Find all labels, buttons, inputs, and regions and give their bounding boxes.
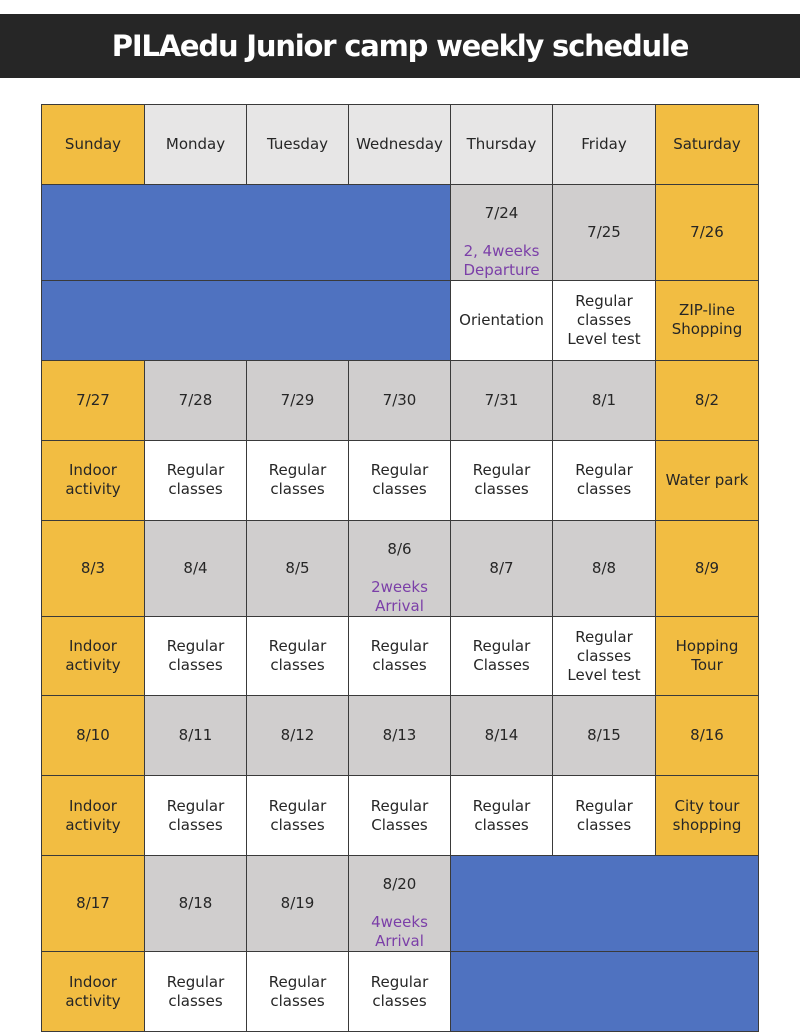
activity-cell: Regular classes [145,776,247,856]
date-cell [451,184,553,280]
date-cell: 8/8 [553,520,656,616]
blocked-cell [42,184,451,280]
date-cell [349,856,451,952]
date-cell: 7/27 [42,360,145,440]
date-cell: 8/11 [145,696,247,776]
date-cell: 8/13 [349,696,451,776]
date-cell: 7/29 [247,360,349,440]
activity-cell: Regular classes Level test [553,616,656,696]
activity-cell: Regular classes [247,952,349,1032]
date-cell: 8/5 [247,520,349,616]
activity-cell: Regular classes Level test [553,280,656,360]
date-cell: 8/7 [451,520,553,616]
activity-cell: Indoor activity [42,616,145,696]
schedule-row [42,696,759,776]
date-cell: 8/12 [247,696,349,776]
header-monday: Monday [145,105,247,185]
activity-cell: Regular classes [247,616,349,696]
activity-cell: ZIP-line Shopping [656,280,759,360]
date-cell: 8/16 [656,696,759,776]
activity-cell: Regular classes [349,952,451,1032]
activity-cell: Regular classes [349,616,451,696]
date-cell: 8/1 [553,360,656,440]
date-cell: 8/15 [553,696,656,776]
date-cell [349,520,451,616]
activity-cell: Regular classes [145,616,247,696]
header-friday: Friday [553,105,656,185]
weekday-header-row [42,105,759,185]
date-cell: 8/3 [42,520,145,616]
header-saturday: Saturday [656,105,759,185]
date-cell: 8/18 [145,856,247,952]
header-sunday: Sunday [42,105,145,185]
schedule-row [42,776,759,856]
activity-cell: Indoor activity [42,952,145,1032]
header-thursday: Thursday [451,105,553,185]
date-cell: 8/10 [42,696,145,776]
activity-cell: Regular Classes [349,776,451,856]
activity-cell: Regular classes [451,440,553,520]
activity-cell: Regular classes [553,776,656,856]
schedule-row [42,440,759,520]
weekly-schedule-table [41,104,759,1032]
page-title: PILAedu Junior camp weekly schedule [0,14,800,78]
activity-cell: Water park [656,440,759,520]
date-cell: 7/30 [349,360,451,440]
blocked-cell [42,280,451,360]
schedule-row [42,952,759,1032]
header-wednesday: Wednesday [349,105,451,185]
activity-cell: Regular classes [451,776,553,856]
date-cell: 7/28 [145,360,247,440]
date-cell: 7/31 [451,360,553,440]
departure-note: 2, 4weeks Departure [463,241,540,279]
date-cell: 7/26 [656,184,759,280]
date-label: 8/20 [382,875,417,894]
schedule-row [42,184,759,280]
schedule-row [42,856,759,952]
activity-cell: Regular classes [247,440,349,520]
date-label: 8/6 [387,539,412,558]
activity-cell: Orientation [451,280,553,360]
activity-cell: Regular classes [247,776,349,856]
schedule-row [42,360,759,440]
date-label: 7/24 [484,203,519,222]
date-cell: 7/25 [553,184,656,280]
schedule-row [42,616,759,696]
date-cell: 8/14 [451,696,553,776]
activity-cell: Regular Classes [451,616,553,696]
schedule-row [42,280,759,360]
date-cell: 8/4 [145,520,247,616]
activity-cell: Regular classes [145,440,247,520]
activity-cell: City tour shopping [656,776,759,856]
blocked-cell [451,856,759,952]
activity-cell: Regular classes [553,440,656,520]
header-tuesday: Tuesday [247,105,349,185]
schedule-row [42,520,759,616]
arrival-note: 4weeks Arrival [371,913,428,951]
date-cell: 8/2 [656,360,759,440]
activity-cell: Indoor activity [42,776,145,856]
date-cell: 8/19 [247,856,349,952]
activity-cell: Regular classes [145,952,247,1032]
arrival-note: 2weeks Arrival [371,577,428,615]
activity-cell: Indoor activity [42,440,145,520]
activity-cell: Hopping Tour [656,616,759,696]
activity-cell: Regular classes [349,440,451,520]
date-cell: 8/9 [656,520,759,616]
blocked-cell [451,952,759,1032]
date-cell: 8/17 [42,856,145,952]
